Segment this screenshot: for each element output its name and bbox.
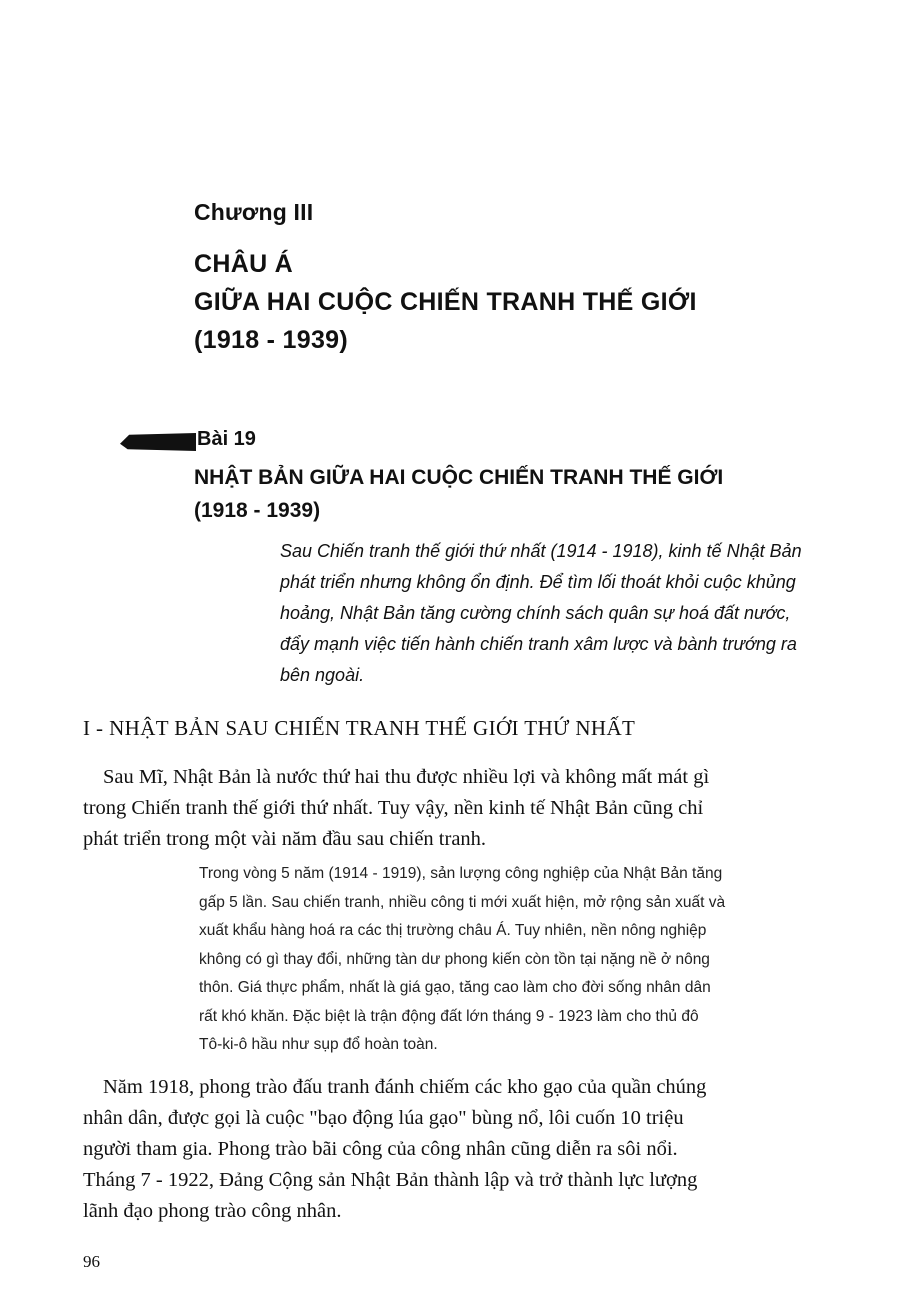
intro-line: đẩy mạnh việc tiến hành chiến tranh xâm lược và bành trướng ra	[280, 634, 797, 654]
paragraph-line: Năm 1918, phong trào đấu tranh đánh chiếm các kho gạo của quần chúng	[103, 1076, 707, 1098]
chapter-title	[194, 245, 697, 359]
note-line: thôn. Giá thực phẩm, nhất là giá gạo, tăng cao làm cho đời sống nhân dân	[199, 979, 711, 996]
intro-line: hoảng, Nhật Bản tăng cường chính sách quân sự hoá đất nước,	[280, 603, 791, 623]
body-paragraph-2	[83, 1072, 883, 1227]
supplementary-note	[199, 860, 889, 1060]
lesson-title-line: NHẬT BẢN GIỮA HAI CUỘC CHIẾN TRANH THẾ GIỚI	[194, 466, 724, 489]
page-number: 96	[83, 1252, 100, 1271]
intro-line: Sau Chiến tranh thế giới thứ nhất (1914 - 1918), kinh tế Nhật Bản	[280, 541, 802, 561]
paragraph-line: phát triển trong một vài năm đầu sau chiến tranh.	[83, 828, 487, 850]
note-line: gấp 5 lần. Sau chiến tranh, nhiều công ti mới xuất hiện, mở rộng sản xuất và	[199, 893, 726, 911]
paragraph-line: nhân dân, được gọi là cuộc "bạo động lúa gạo" bùng nổ, lôi cuốn 10 triệu	[83, 1107, 684, 1129]
body-paragraph-1	[83, 762, 883, 855]
note-line: rất khó khăn. Đặc biệt là trận động đất lớn tháng 9 - 1923 làm cho thủ đô	[199, 1007, 699, 1025]
lesson-label: Bài 19	[197, 428, 256, 450]
chapter-title-line: GIỮA HAI CUỘC CHIẾN TRANH THẾ GIỚI	[194, 288, 697, 316]
paragraph-line: lãnh đạo phong trào công nhân.	[83, 1200, 342, 1222]
paragraph-line: Sau Mĩ, Nhật Bản là nước thứ hai thu được nhiều lợi và không mất mát gì	[103, 766, 710, 788]
note-line: không có gì thay đổi, những tàn dư phong kiến còn tồn tại nặng nề ở nông	[199, 950, 710, 968]
chapter-title-line: CHÂU Á	[194, 250, 294, 278]
note-line: Trong vòng 5 năm (1914 - 1919), sản lượng công nghiệp của Nhật Bản tăng	[199, 865, 723, 882]
paragraph-line: Tháng 7 - 1922, Đảng Cộng sản Nhật Bản thành lập và trở thành lực lượng	[83, 1169, 698, 1191]
lesson-intro	[280, 536, 880, 691]
lesson-marker-bar	[120, 433, 196, 451]
paragraph-line: trong Chiến tranh thế giới thứ nhất. Tuy vậy, nền kinh tế Nhật Bản cũng chỉ	[83, 797, 704, 819]
chapter-label: Chương III	[194, 199, 314, 225]
note-line: Tô-ki-ô hầu như sụp đổ hoàn toàn.	[199, 1036, 438, 1053]
lesson-title	[194, 461, 723, 527]
section-heading: I - NHẬT BẢN SAU CHIẾN TRANH THẾ GIỚI THỨ NHẤT	[83, 716, 636, 740]
note-line: xuất khẩu hàng hoá ra các thị trường châu Á. Tuy nhiên, nền nông nghiệp	[199, 922, 707, 939]
lesson-title-line: (1918 - 1939)	[194, 499, 321, 522]
paragraph-line: người tham gia. Phong trào bãi công của công nhân cũng diễn ra sôi nổi.	[83, 1138, 678, 1160]
chapter-title-line: (1918 - 1939)	[194, 326, 348, 354]
intro-line: bên ngoài.	[280, 665, 365, 685]
intro-line: phát triển nhưng không ổn định. Để tìm lối thoát khỏi cuộc khủng	[280, 572, 796, 592]
